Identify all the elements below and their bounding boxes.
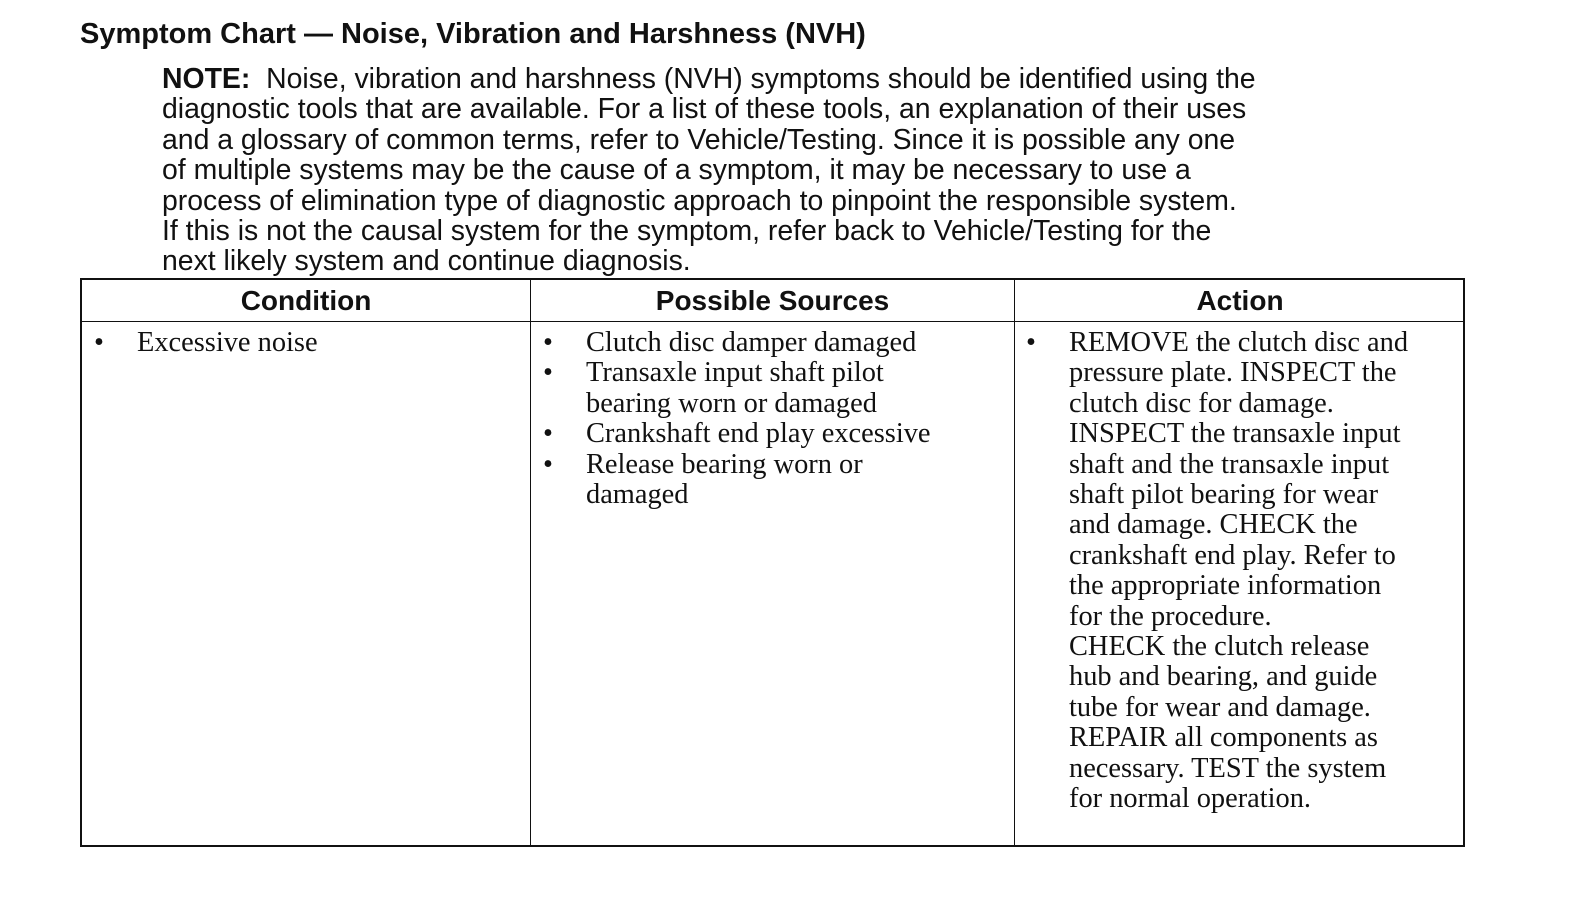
bullet-icon: • bbox=[94, 327, 104, 358]
column-divider bbox=[1014, 280, 1015, 845]
note-line: process of elimination type of diagnostic approach to pinpoint the responsible system. bbox=[162, 184, 1237, 217]
note-label: NOTE: bbox=[162, 63, 251, 95]
source-text: Crankshaft end play excessive bbox=[586, 418, 931, 450]
note-line-text: Noise, vibration and harshness (NVH) symptoms should be identified using the bbox=[266, 63, 1256, 95]
bullet-icon: • bbox=[1026, 327, 1036, 358]
list-item bbox=[1026, 328, 1456, 815]
action-text: INSPECT the transaxle input bbox=[1069, 418, 1401, 450]
source-text: Clutch disc damper damaged bbox=[586, 327, 917, 358]
action-text: shaft and the transaxle input bbox=[1069, 448, 1390, 480]
action-text: clutch disc for damage. bbox=[1069, 387, 1334, 419]
source-text: Transaxle input shaft pilot bbox=[586, 357, 884, 389]
source-text: Release bearing worn or bbox=[586, 448, 863, 480]
action-text: for normal operation. bbox=[1069, 783, 1312, 815]
condition-text: Excessive noise bbox=[137, 327, 318, 358]
list-item bbox=[543, 328, 1003, 358]
note-line: next likely system and continue diagnosis. bbox=[162, 245, 691, 278]
action-text: hub and bearing, and guide bbox=[1069, 661, 1378, 693]
action-text: necessary. TEST the system bbox=[1069, 752, 1387, 784]
action-text: REMOVE the clutch disc and bbox=[1069, 327, 1409, 358]
note-line: diagnostic tools that are available. For a list of these tools, an explanation of their uses bbox=[162, 93, 1247, 126]
list-item bbox=[543, 419, 1003, 449]
note-line: If this is not the causal system for the symptom, refer back to Vehicle/Testing for the bbox=[162, 215, 1212, 248]
list-item bbox=[94, 328, 514, 358]
bullet-icon: • bbox=[543, 357, 553, 389]
header-divider bbox=[82, 321, 1463, 322]
note-line bbox=[162, 64, 1372, 94]
possible-sources-cell bbox=[543, 328, 1003, 510]
source-text: bearing worn or damaged bbox=[586, 387, 877, 419]
list-item bbox=[543, 450, 1003, 511]
action-text: crankshaft end play. Refer to bbox=[1069, 539, 1396, 571]
bullet-icon: • bbox=[543, 327, 553, 358]
page-title: Symptom Chart — Noise, Vibration and Harshness (NVH) bbox=[80, 18, 866, 50]
source-text: damaged bbox=[586, 479, 689, 511]
action-text: REPAIR all components as bbox=[1069, 722, 1378, 754]
symptom-chart-table bbox=[80, 278, 1465, 847]
note-line: and a glossary of common terms, refer to Vehicle/Testing. Since it is possible any one bbox=[162, 123, 1236, 156]
action-text: and damage. CHECK the bbox=[1069, 509, 1358, 541]
action-text: the appropriate information bbox=[1069, 570, 1382, 602]
condition-cell bbox=[94, 328, 514, 358]
action-text: shaft pilot bearing for wear bbox=[1069, 479, 1379, 511]
bullet-icon: • bbox=[543, 418, 553, 450]
condition-header: Condition bbox=[240, 285, 372, 316]
possible-sources-header: Possible Sources bbox=[655, 285, 890, 316]
bullet-icon: • bbox=[543, 448, 553, 480]
list-item bbox=[543, 358, 1003, 419]
note-paragraph bbox=[162, 64, 1372, 277]
action-cell bbox=[1026, 328, 1456, 815]
column-divider bbox=[530, 280, 531, 845]
action-text: CHECK the clutch release bbox=[1069, 631, 1370, 663]
action-text: for the procedure. bbox=[1069, 600, 1272, 632]
action-text: tube for wear and damage. bbox=[1069, 691, 1371, 723]
note-line: of multiple systems may be the cause of a symptom, it may be necessary to use a bbox=[162, 154, 1191, 187]
action-header: Action bbox=[1196, 285, 1284, 316]
action-text: pressure plate. INSPECT the bbox=[1069, 357, 1397, 389]
